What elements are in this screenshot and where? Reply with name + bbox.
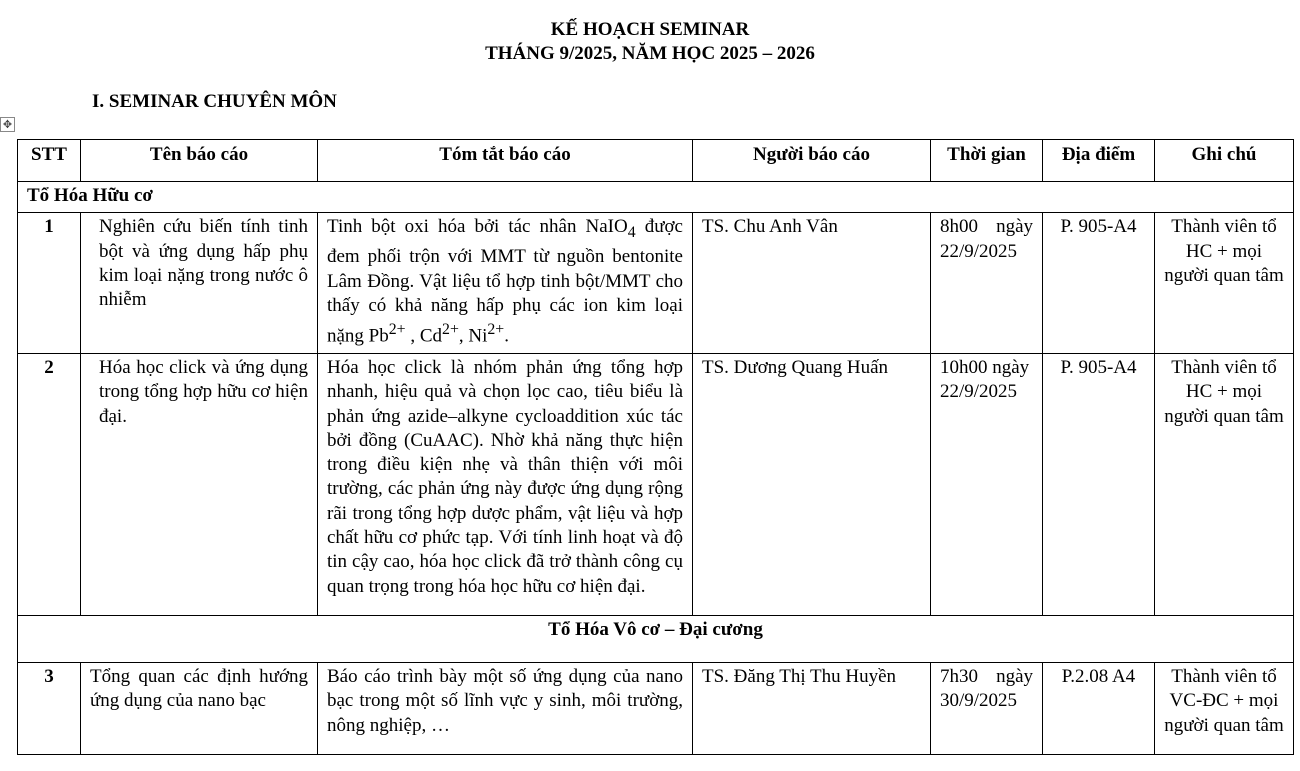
row-location: P. 905-A4 <box>1043 353 1155 615</box>
summary-part: . <box>504 325 509 347</box>
row-time: 10h00 ngày 22/9/2025 <box>931 353 1043 615</box>
row-stt: 1 <box>18 213 81 354</box>
header-note: Ghi chú <box>1155 140 1294 182</box>
row-time: 7h30 ngày 30/9/2025 <box>931 662 1043 754</box>
summary-superscript: 2+ <box>487 321 505 339</box>
row-title: Tổng quan các định hướng ứng dụng của nano bạc <box>81 662 318 754</box>
row-presenter: TS. Đăng Thị Thu Huyền <box>693 662 931 754</box>
header-location: Địa điểm <box>1043 140 1155 182</box>
header-stt: STT <box>18 140 81 182</box>
header-summary: Tóm tắt báo cáo <box>318 140 693 182</box>
group-row-organic <box>18 182 1294 213</box>
group-row-inorganic <box>18 615 1294 662</box>
document-subtitle: THÁNG 9/2025, NĂM HỌC 2025 – 2026 <box>485 43 815 64</box>
row-note: Thành viên tổ VC-ĐC + mọi người quan tâm <box>1155 662 1294 754</box>
row-summary: Hóa học click là nhóm phản ứng tổng hợp nhanh, hiệu quả và chọn lọc cao, tiêu biểu là phản ứng azide–alkyne cycloaddition xúc tác bởi đồng (CuAAC). Nhờ khả năng thực hiện trong điều kiện nhẹ và thân thiện với môi trường, các phản ứng này được ứng dụng rộng rãi trong tổng hợp dược phẩm, vật liệu và hợp chất hữu cơ phức tạp. Với tính linh hoạt và độ tin cậy cao, hóa học click đã trở thành công cụ quan trọng trong hóa học hữu cơ hiện đại. <box>318 353 693 615</box>
table-row <box>18 662 1294 754</box>
row-location: P.2.08 A4 <box>1043 662 1155 754</box>
row-location: P. 905-A4 <box>1043 213 1155 354</box>
row-note: Thành viên tổ HC + mọi người quan tâm <box>1155 213 1294 354</box>
row-summary <box>318 213 693 354</box>
summary-part: Tinh bột oxi hóa bởi tác nhân NaIO <box>327 216 628 238</box>
row-presenter: TS. Chu Anh Vân <box>693 213 931 354</box>
summary-superscript: 2+ <box>388 321 406 339</box>
section-heading: I. SEMINAR CHUYÊN MÔN <box>92 91 337 112</box>
summary-part: , Cd <box>405 325 443 347</box>
group-name: Tổ Hóa Vô cơ – Đại cương <box>18 615 1294 662</box>
row-stt: 2 <box>18 353 81 615</box>
summary-part: được đem phối trộn với MMT từ nguồn bentonite Lâm Đồng. Vật liệu tổ hợp tinh bột/MMT cho thấy có khả năng hấp phụ các ion kim loại nặng Pb <box>327 216 683 347</box>
group-name: Tổ Hóa Hữu cơ <box>18 182 1294 213</box>
row-note: Thành viên tổ HC + mọi người quan tâm <box>1155 353 1294 615</box>
move-handle-icon[interactable]: ✥ <box>0 117 15 132</box>
row-stt: 3 <box>18 662 81 754</box>
row-summary: Báo cáo trình bày một số ứng dụng của nano bạc trong một số lĩnh vực y sinh, môi trường, nông nghiệp, … <box>318 662 693 754</box>
row-time: 8h00 ngày 22/9/2025 <box>931 213 1043 354</box>
header-presenter: Người báo cáo <box>693 140 931 182</box>
seminar-table <box>17 139 1294 755</box>
row-title: Hóa học click và ứng dụng trong tổng hợp hữu cơ hiện đại. <box>81 353 318 615</box>
row-title: Nghiên cứu biến tính tinh bột và ứng dụng hấp phụ kim loại nặng trong nước ô nhiễm <box>81 213 318 354</box>
summary-part: , Ni <box>458 325 488 347</box>
summary-superscript: 2+ <box>442 321 459 339</box>
document-title: KẾ HOẠCH SEMINAR <box>550 19 750 40</box>
summary-subscript: 4 <box>627 224 636 242</box>
table-row <box>18 353 1294 615</box>
table-row <box>18 213 1294 354</box>
header-time: Thời gian <box>931 140 1043 182</box>
row-presenter: TS. Dương Quang Huấn <box>693 353 931 615</box>
header-title: Tên báo cáo <box>81 140 318 182</box>
header-row <box>18 140 1294 182</box>
